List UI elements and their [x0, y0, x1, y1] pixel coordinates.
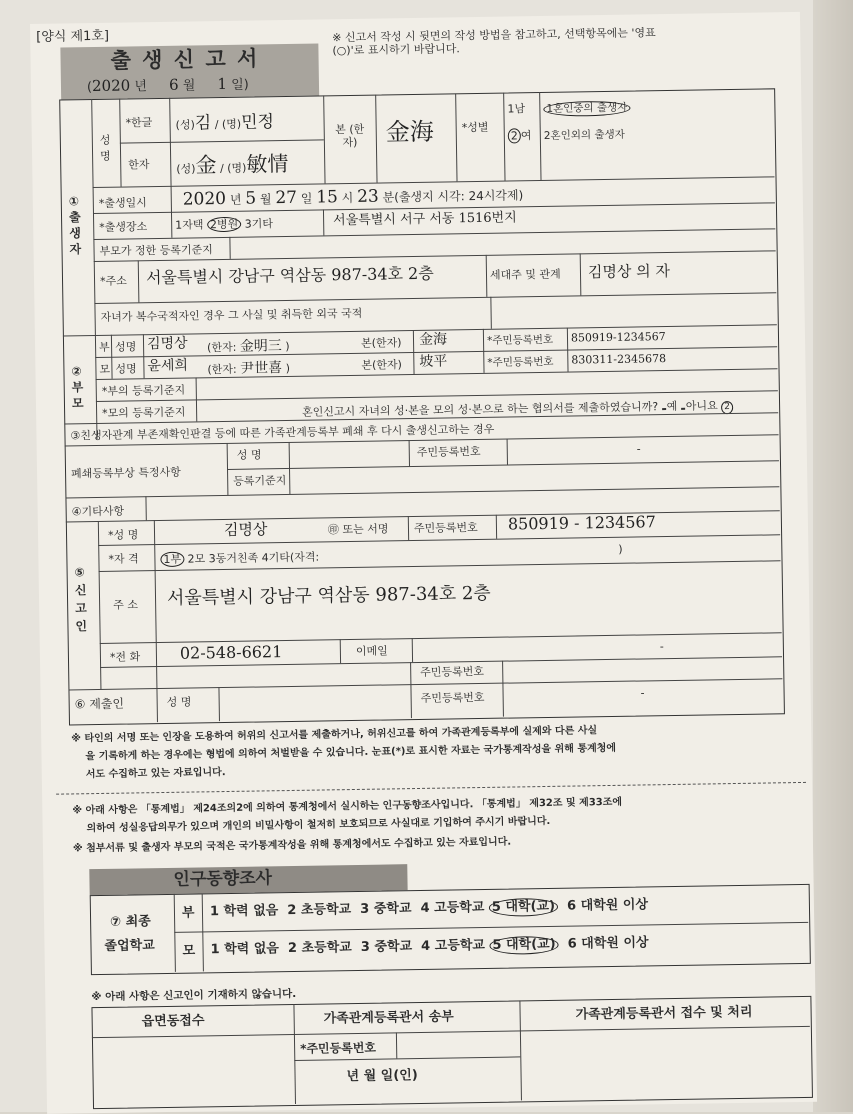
father-rrn-label: *주민등록번호	[486, 333, 554, 347]
mother-hanja: (한자: 尹世喜 )	[207, 360, 291, 377]
sec3-reg-label: 등록기준지	[233, 474, 287, 488]
addr-label: *주소	[99, 274, 127, 288]
stats-notice-1: ※ 아래 사항은 「통계법」 제24조의2에 의하여 통계청에서 실시하는 인구동향조사입니다. 「통계법」 제32조 및 제33조에	[72, 796, 623, 817]
qualification-options: 1부 2모 3동거친족 4기타(자격:	[160, 550, 319, 568]
father-tag: 부	[98, 340, 110, 354]
mother-name: 윤세희	[147, 357, 189, 375]
agreement-question: 혼인신고시 자녀의 성·본을 모의 성·본으로 하는 협의서를 제출하였습니까? 예 아니요 2	[302, 399, 733, 421]
warning-line-1: ※ 타인의 서명 또는 인장을 도용하여 허위의 신고서를 제출하거나, 허위신고를 하여 가족관계등록부에 실제와 다른 사실	[71, 725, 598, 745]
office-col1: 읍면동접수	[141, 1013, 205, 1030]
office-notice: ※ 아래 사항은 신고인이 기재하지 않습니다.	[91, 987, 297, 1004]
birth-datetime: 2020 년 5 월 27 일 15 시 23 분(출생지 시각: 24시각제)	[182, 186, 524, 210]
birth-label: *출생일시	[98, 196, 147, 210]
office-date: 년 월 일(인)	[346, 1068, 418, 1085]
email-dash: -	[659, 640, 664, 654]
report-date: (2020 년 6 월 1 일)	[86, 74, 249, 96]
place-value: 서울특별시 서구 서동 1516번지	[333, 210, 517, 229]
survey-table	[90, 884, 811, 975]
mother-name-label: 성명	[115, 362, 137, 376]
form-title: 출 생 신 고 서	[110, 46, 260, 73]
hangul-label: *한글	[125, 116, 153, 130]
sec3-name-label: 성 명	[236, 448, 262, 462]
sex-male: 1남	[507, 102, 526, 116]
cut-line	[56, 782, 806, 795]
multi-nat-label: 자녀가 복수국적자인 경우 그 사실 및 취득한 외국 국적	[100, 306, 363, 324]
mother-rrn-label: *주민등록번호	[487, 355, 554, 369]
mother-bon-label: 본(한자)	[361, 358, 402, 372]
father-edu-options: 1 학력 없음 2 초등학교 3 중학교 4 고등학교 5 대학(교) 6 대학원 이상	[209, 897, 649, 920]
sec1-label: ① 출생자	[68, 194, 82, 257]
office-rrn-label: *주민등록번호	[300, 1040, 377, 1056]
warning-line-3: 서도 수집하고 있는 자료입니다.	[85, 767, 226, 781]
phone-value: 02-548-6621	[179, 642, 283, 663]
qualification-close: )	[618, 542, 623, 556]
bon-label: 본 (한자)	[335, 122, 365, 150]
mother-rrn: 830311-2345678	[571, 352, 667, 367]
father-name-label: 성명	[114, 340, 137, 354]
sec3-rrn-dash: -	[636, 442, 641, 456]
father-name: 김명상	[146, 335, 188, 353]
father-reg-label: *부의 등록기준지	[101, 383, 186, 398]
survey-father-tag: 부	[181, 905, 195, 921]
warning-line-2: 을 기록하게 하는 경우에는 형법에 의하여 처벌받을 수 있습니다. 눈표(*)로 표시한 자료는 국가통계작성을 위해 통계청에	[85, 742, 617, 763]
birth-report-form	[30, 12, 817, 1114]
place-label: *출생장소	[99, 220, 148, 234]
hanja-label: 한자	[128, 158, 150, 172]
sec5-rrn-label2: 주민등록번호	[420, 664, 485, 679]
closed-register-label: 폐쇄등록부상 특정사항	[70, 465, 181, 481]
sec6-label: ⑥ 제출인	[74, 696, 125, 712]
reporter-addr: 서울특별시 강남구 역삼동 987-34호 2층	[166, 582, 491, 609]
mother-bon: 坡平	[419, 353, 448, 370]
stats-notice-2: 의하여 성실응답의무가 있으며 개인의 비밀사항이 철저히 보호되므로 사실대로 기입하여 주시기 바랍니다.	[86, 815, 551, 835]
marital-in: 1혼인중의 출생자	[543, 101, 630, 117]
survey-label-a: ⑦ 최종	[110, 914, 151, 930]
reporter-rrn: 850919 - 1234567	[507, 512, 656, 534]
submitter-rrn-dash: -	[640, 686, 645, 700]
survey-label-b: 졸업학교	[104, 938, 155, 954]
reporter-rrn-label: 주민등록번호	[413, 521, 478, 536]
marital-out: 2혼인외의 출생자	[543, 128, 625, 142]
sec4-label: ④기타사항	[71, 504, 125, 519]
sec3-rrn-label: 주민등록번호	[416, 444, 481, 459]
reg-base-label: 부모가 정한 등록기준지	[99, 243, 213, 258]
submitter-rrn-label: 주민등록번호	[420, 690, 485, 705]
sec3-label: ③친생자관계 부존재확인판결 등에 따른 가족관계등록부 폐쇄 후 다시 출생신고하는 경우	[70, 422, 495, 443]
addr-value: 서울특별시 강남구 역삼동 987-34호 2층	[145, 263, 434, 288]
page-edge	[813, 0, 853, 1112]
father-hanja: (한자: 金明三 )	[207, 338, 290, 355]
bon-value: 金海	[385, 117, 434, 147]
reporter-addr-label: 주 소	[113, 598, 138, 612]
father-bon: 金海	[418, 331, 448, 348]
hangul-name: (성)김 / (명)민정	[175, 112, 275, 134]
office-col2: 가족관계등록관서 송부	[323, 1009, 454, 1027]
sec5-label: ⑤ 신고인	[74, 565, 88, 634]
office-col3: 가족관계등록관서 접수 및 처리	[575, 1004, 753, 1023]
sex-label: *성별	[461, 120, 489, 135]
attachments-notice: ※ 첨부서류 및 출생자 부모의 국적은 국가통계작성을 위해 통계청에서도 수집하고 있는 자료입니다.	[72, 836, 512, 855]
email-label: 이메일	[355, 644, 388, 658]
place-options: 1자택 2병원 3기타	[175, 217, 274, 232]
sign-label: ㊞ 또는 서명	[327, 522, 389, 537]
householder-label: 세대주 및 관계	[489, 267, 561, 282]
father-bon-label: 본(한자)	[360, 336, 402, 350]
mother-reg-label: *모의 등록기준지	[102, 405, 186, 420]
header-notice: ※ 신고서 작성 시 뒷면의 작성 방법을 참고하고, 선택항목에는 '영표(○)'로 표시하기 바랍니다.	[332, 26, 656, 58]
survey-title: 인구동향조사	[173, 868, 273, 890]
form-label: [양식 제1호]	[36, 28, 110, 45]
qualification-label: *자 격	[108, 552, 139, 566]
phone-label: *전 화	[109, 650, 141, 664]
survey-mother-tag: 모	[182, 943, 196, 959]
father-rrn: 850919-1234567	[570, 330, 666, 345]
mother-edu-options: 1 학력 없음 2 초등학교 3 중학교 4 고등학교 5 대학(교) 6 대학원 이상	[210, 935, 649, 958]
mother-tag: 모	[99, 362, 111, 376]
reporter-name: 김명상	[223, 520, 268, 540]
householder-value: 김명상 의 자	[587, 261, 671, 282]
submitter-name-label: 성 명	[166, 695, 192, 709]
reporter-name-label: *성 명	[107, 528, 139, 542]
sex-female: 2 여	[508, 128, 532, 144]
hanja-name: (성)金 / (명)敏情	[176, 151, 289, 178]
name-label: 성명	[99, 133, 111, 163]
sec2-label: ② 부모	[71, 364, 84, 411]
